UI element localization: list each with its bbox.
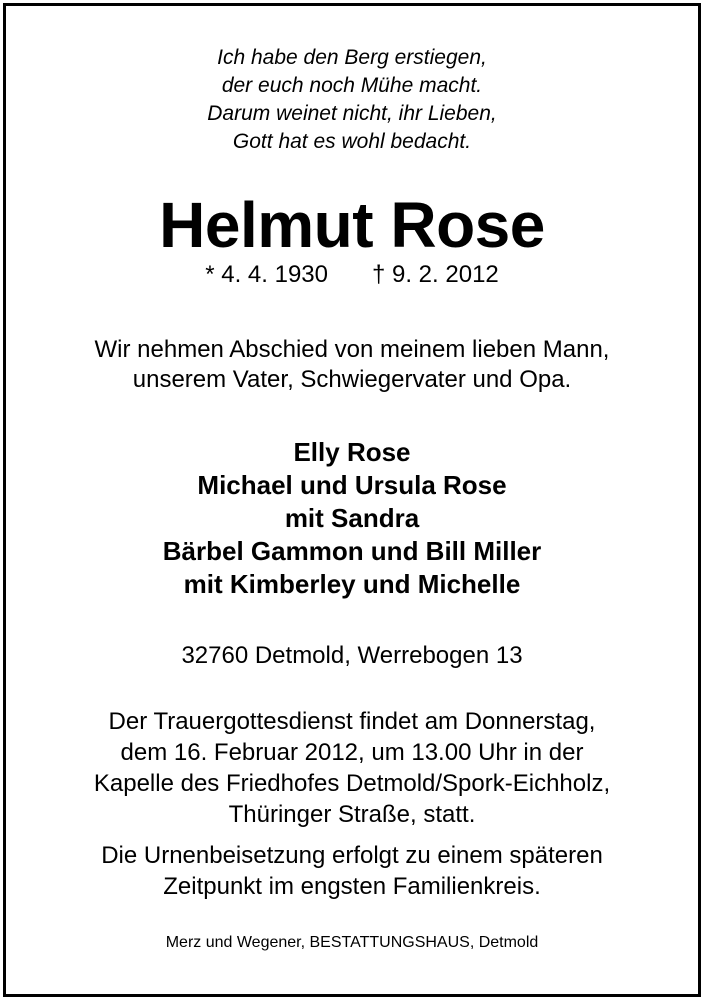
farewell-line-1: Wir nehmen Abschied von meinem lieben Mann, [94,336,610,363]
poem-line-3: Darum weinet nicht, ihr Lieben, [207,102,497,125]
family-line-5: mit Kimberley und Michelle [183,569,521,599]
service-line-2: dem 16. Februar 2012, um 13.00 Uhr in der [120,739,584,766]
poem-line-4: Gott hat es wohl bedacht. [232,130,472,153]
poem-line-1: Ich habe den Berg erstiegen, [217,46,487,69]
undertaker: Merz und Wegener, BESTATTUNGSHAUS, Detmold [165,934,539,951]
deceased-name: Helmut Rose [159,189,545,261]
farewell-line-2: unserem Vater, Schwiegervater und Opa. [132,366,572,393]
service-line-3: Kapelle des Friedhofes Detmold/Spork-Eichholz, [93,770,611,797]
death-date: † 9. 2. 2012 [371,261,499,288]
life-dates [0,260,704,290]
address: 32760 Detmold, Werrebogen 13 [181,642,523,669]
family-line-4: Bärbel Gammon und Bill Miller [162,536,542,566]
family-line-2: Michael und Ursula Rose [197,470,507,500]
burial-line-1: Die Urnenbeisetzung erfolgt zu einem späteren [101,842,603,869]
birth-date: * 4. 4. 1930 [205,261,328,288]
family-line-1: Elly Rose [293,437,411,467]
service-line-4: Thüringer Straße, statt. [228,801,476,828]
service-line-1: Der Trauergottesdienst findet am Donnerstag, [108,708,596,735]
burial-line-2: Zeitpunkt im engsten Familienkreis. [163,873,541,900]
family-line-3: mit Sandra [284,503,420,533]
poem-line-2: der euch noch Mühe macht. [221,74,483,97]
